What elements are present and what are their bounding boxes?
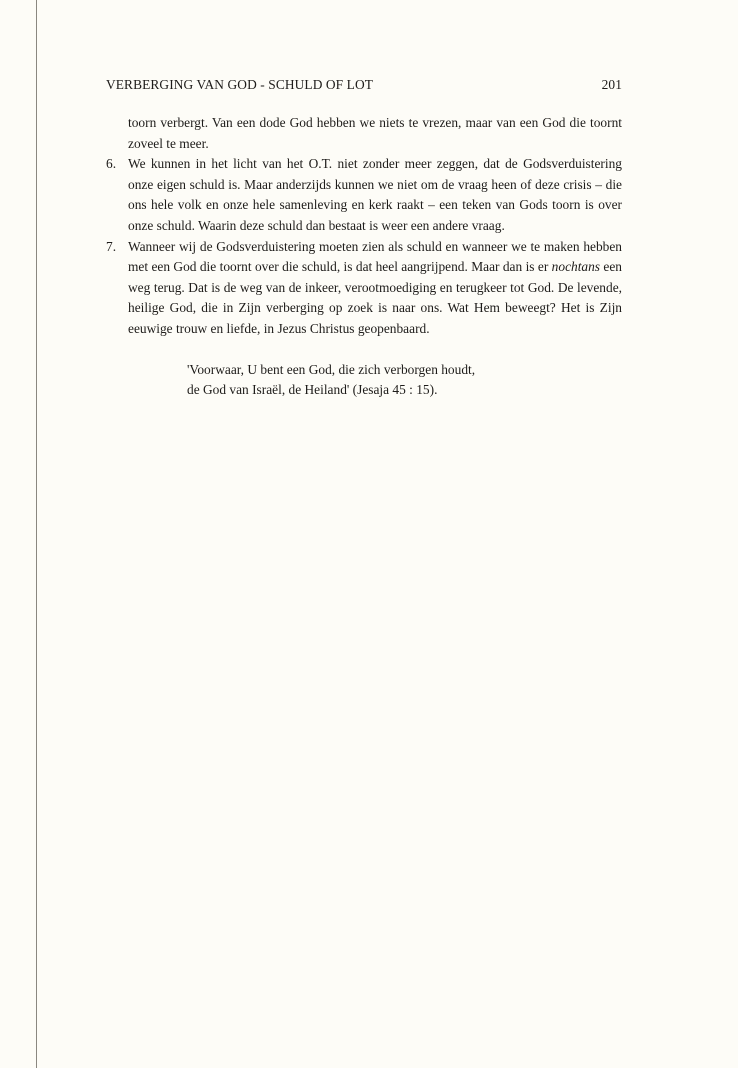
emphasis-word: nochtans: [551, 259, 601, 275]
quote-line-1: 'Voorwaar, U bent een God, die zich verborgen houdt,: [187, 361, 476, 377]
page-spine-line: [36, 0, 37, 1068]
continuation-paragraph: toorn verbergt. Van een dode God hebben we niets te vrezen, maar van een God die toornt zoveel te meer.: [128, 115, 622, 151]
list-item-6: [106, 154, 622, 236]
chapter-title: VERBERGING VAN GOD - SCHULD OF LOT: [106, 77, 374, 92]
list-item-7: [106, 237, 622, 340]
text-segment: een weg terug. Dat is de weg van de inkeer, verootmoediging en terugkeer tot God. De levende, heilige God, die in Zijn verberging op zoek is naar ons. Wat Hem beweegt? Het is Zijn eeuwige trouw en liefde, in Jezus Christus geopenbaard.: [128, 259, 622, 336]
list-item-number: 7.: [106, 238, 117, 254]
list-item-number: 6.: [106, 156, 117, 172]
quote-line-2: de God van Israël, de Heiland' (Jesaja 45 : 15).: [187, 382, 438, 398]
list-item-text: [128, 237, 622, 340]
running-header: [106, 77, 622, 93]
page-body: [106, 113, 622, 401]
scripture-quote: [187, 360, 622, 401]
list-item-text: We kunnen in het licht van het O.T. niet zonder meer zeggen, dat de Godsverduistering onze eigen schuld is. Maar anderzijds kunnen we niet om de vraag heen of deze crisis – die ons hele volk en onze hele samenleving en kerk raakt – een teken van Gods toorn is over onze schuld. Waarin deze schuld dan bestaat is weer een andere vraag.: [128, 156, 622, 233]
text-segment: Wanneer wij de Godsverduistering moeten zien als schuld en wanneer we te maken hebben met een God die toornt over die schuld, is dat heel aangrijpend. Maar dan is er: [128, 238, 622, 275]
page-number: 201: [601, 77, 622, 92]
